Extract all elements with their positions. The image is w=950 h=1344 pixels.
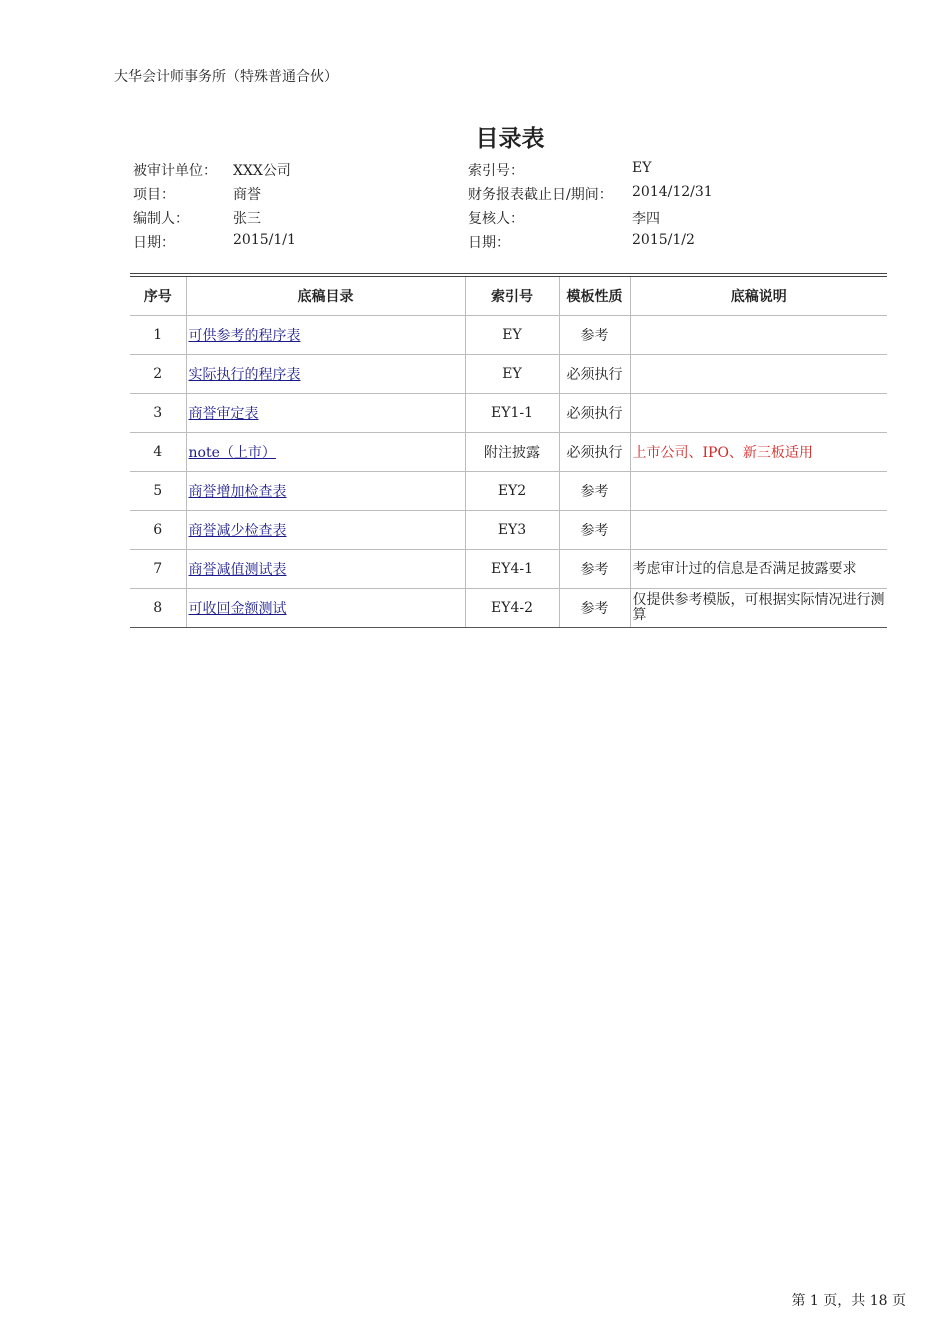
row-name-cell	[186, 511, 465, 550]
review-date-value: 2015/1/2	[632, 232, 695, 248]
prepare-date-label: 日期：	[133, 235, 175, 251]
page-number: 第 1 页，共 18 页	[791, 1293, 906, 1309]
row-name-cell	[186, 394, 465, 433]
reviewer-value: 李四	[632, 211, 660, 227]
row-type: 参考	[559, 511, 630, 550]
row-note-highlight: 上市公司、IPO、新三板适用	[630, 433, 887, 472]
row-note: 考虑审计过的信息是否满足披露要求	[630, 550, 887, 589]
worksheet-link[interactable]: note（上市）	[188, 445, 276, 461]
row-no: 8	[130, 589, 186, 628]
row-type: 必须执行	[559, 433, 630, 472]
row-note	[630, 394, 887, 433]
period-label: 财务报表截止日/期间：	[468, 187, 613, 203]
audited-entity-label: 被审计单位：	[133, 163, 217, 179]
table-row	[130, 316, 887, 355]
row-index: EY	[465, 316, 559, 355]
row-note	[630, 472, 887, 511]
table-row	[130, 355, 887, 394]
row-no: 5	[130, 472, 186, 511]
row-no: 4	[130, 433, 186, 472]
row-name-cell	[186, 355, 465, 394]
header-name: 底稿目录	[186, 277, 465, 316]
row-type: 必须执行	[559, 355, 630, 394]
row-type: 参考	[559, 589, 630, 628]
index-value: EY	[632, 160, 652, 176]
row-name-cell	[186, 316, 465, 355]
worksheet-link[interactable]: 商誉审定表	[188, 406, 259, 422]
row-note	[630, 511, 887, 550]
worksheet-link[interactable]: 可供参考的程序表	[188, 328, 301, 344]
audited-entity-value: XXX公司	[233, 163, 291, 179]
row-index: EY3	[465, 511, 559, 550]
row-no: 3	[130, 394, 186, 433]
index-label: 索引号：	[468, 163, 524, 179]
row-index: EY2	[465, 472, 559, 511]
table-row	[130, 472, 887, 511]
period-value: 2014/12/31	[632, 184, 713, 200]
row-note	[630, 355, 887, 394]
worksheet-link[interactable]: 实际执行的程序表	[188, 367, 301, 383]
header-index: 索引号	[465, 277, 559, 316]
row-index: EY	[465, 355, 559, 394]
review-date-label: 日期：	[468, 235, 510, 251]
reviewer-label: 复核人：	[468, 211, 524, 227]
catalog-table	[130, 277, 887, 628]
row-no: 6	[130, 511, 186, 550]
project-label: 项目：	[133, 187, 175, 203]
row-type: 必须执行	[559, 394, 630, 433]
worksheet-link[interactable]: 商誉减值测试表	[188, 562, 287, 578]
row-type: 参考	[559, 550, 630, 589]
prepare-date-value: 2015/1/1	[233, 232, 296, 248]
row-name-cell	[186, 589, 465, 628]
row-type: 参考	[559, 316, 630, 355]
row-index: 附注披露	[465, 433, 559, 472]
header-type: 模板性质	[559, 277, 630, 316]
worksheet-link[interactable]: 商誉增加检查表	[188, 484, 287, 500]
row-note: 仅提供参考模版，可根据实际情况进行测算	[630, 589, 887, 628]
worksheet-link[interactable]: 商誉减少检查表	[188, 523, 287, 539]
row-index: EY1-1	[465, 394, 559, 433]
table-row	[130, 433, 887, 472]
table-row	[130, 589, 887, 628]
table-row	[130, 550, 887, 589]
firm-name: 大华会计师事务所（特殊普通合伙）	[114, 69, 338, 85]
worksheet-link[interactable]: 可收回金额测试	[188, 601, 287, 617]
table-row	[130, 394, 887, 433]
preparer-value: 张三	[233, 211, 261, 227]
page-title: 目录表	[475, 126, 545, 152]
row-type: 参考	[559, 472, 630, 511]
table-row	[130, 511, 887, 550]
row-note	[630, 316, 887, 355]
row-no: 1	[130, 316, 186, 355]
row-no: 2	[130, 355, 186, 394]
row-name-cell	[186, 472, 465, 511]
preparer-label: 编制人：	[133, 211, 189, 227]
table-header-row	[130, 277, 887, 316]
row-index: EY4-2	[465, 589, 559, 628]
header-no: 序号	[130, 277, 186, 316]
row-name-cell	[186, 550, 465, 589]
row-name-cell	[186, 433, 465, 472]
header-note: 底稿说明	[630, 277, 887, 316]
project-value: 商誉	[233, 187, 261, 203]
row-index: EY4-1	[465, 550, 559, 589]
row-no: 7	[130, 550, 186, 589]
